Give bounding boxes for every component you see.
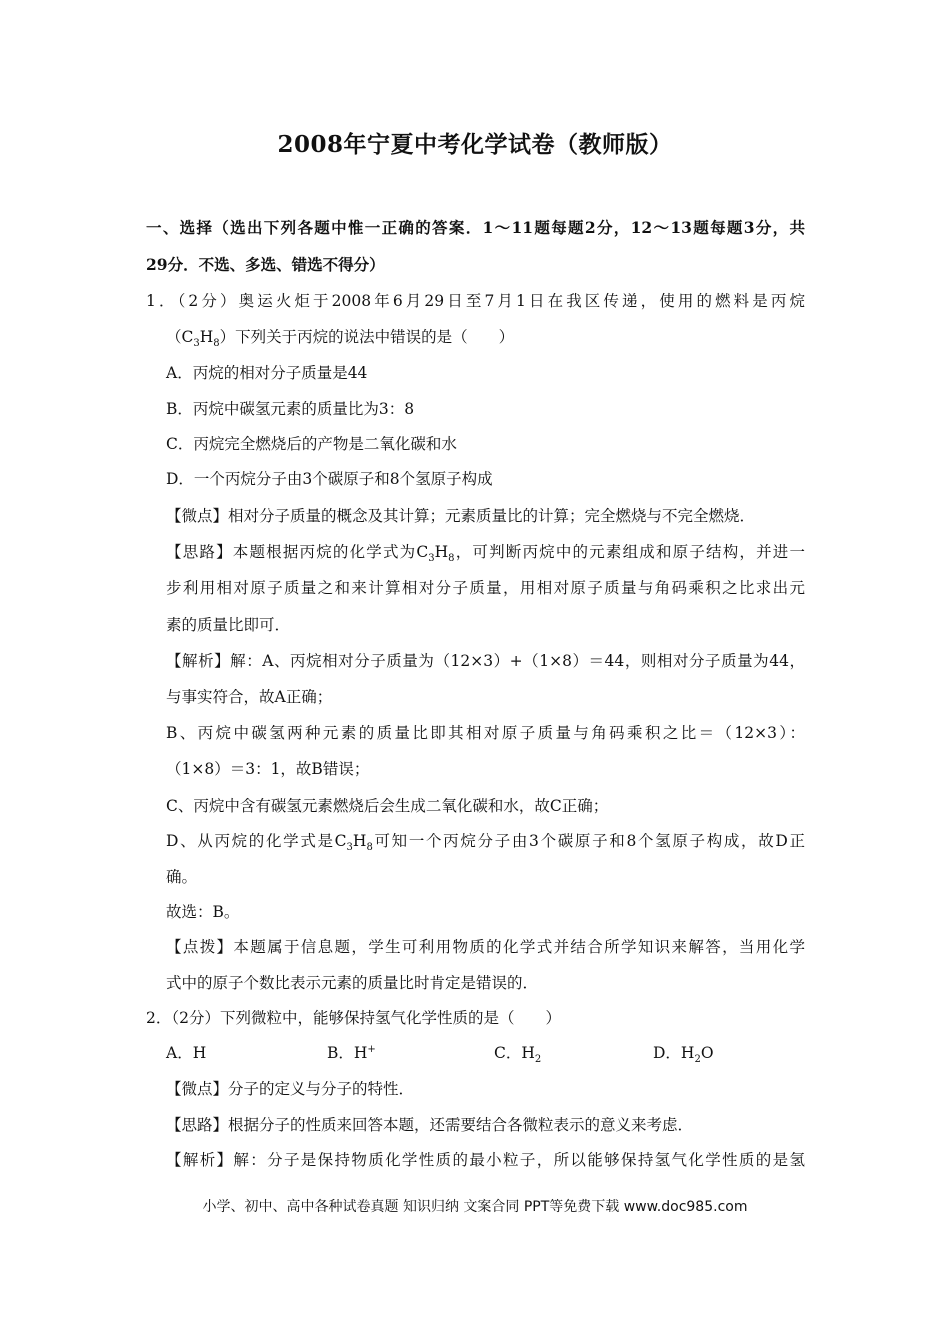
- q2-stem: 2．（2分）下列微粒中，能够保持氢气化学性质的是（ ）: [146, 1009, 561, 1027]
- q1-option-c: C．丙烷完全燃烧后的产物是二氧化碳和水: [166, 435, 457, 453]
- q1-option-b: B．丙烷中碳氢元素的质量比为3：8: [166, 400, 415, 418]
- q2-silu: 【思路】根据分子的性质来回答本题，还需要结合各微粒表示的意义来考虑．: [166, 1116, 694, 1134]
- q1-silu-line3: 素的质量比即可．: [166, 616, 291, 634]
- q1-jiexi-line1: 【解析】解：A、丙烷相对分子质量为（12×3）+（1×8）＝44，则相对分子质量为44，: [166, 652, 805, 670]
- q1-jiexi-line3: B、丙烷中碳氢两种元素的质量比即其相对原子质量与角码乘积之比＝（12×3）：: [166, 724, 805, 742]
- q2-option-c: C．$H_2$: [494, 1044, 542, 1066]
- q2-weidian: 【微点】分子的定义与分子的特性．: [166, 1080, 415, 1098]
- q1-answer: 故选：B。: [166, 903, 240, 921]
- q2-option-d: D．$H_2O$: [653, 1044, 714, 1066]
- q1-silu-line1: 【思路】本题根据丙烷的化学式为$C_3H_8$，可判断丙烷中的元素组成和原子结构，并进一: [166, 543, 805, 565]
- q1-stem-line2: $(C_3H_8)$下列关于丙烷的说法中错误的是（ ）: [166, 328, 515, 350]
- q1-weidian: 【微点】相对分子质量的概念及其计算；元素质量比的计算；完全燃烧与不完全燃烧．: [166, 507, 756, 525]
- q1-stem-line1: 1．（2分）奥运火炬于2008年6月29日至7月1日在我区传递，使用的燃料是丙烷: [146, 292, 805, 310]
- section-heading-line1: 一、选择（选出下列各题中惟一正确的答案．1～11题每题2分，12～13题每题3分，共: [146, 218, 805, 237]
- q1-jiexi-line6: D、从丙烷的化学式是$C_3H_8$可知一个丙烷分子由3个碳原子和8个氢原子构成，故D正: [166, 832, 805, 854]
- q2-option-b: B．H+: [327, 1043, 376, 1062]
- q1-jiexi-line4: （1×8）＝3：1，故B错误；: [166, 760, 370, 778]
- section-heading-line2: 29分．不选、多选、错选不得分）: [146, 255, 385, 274]
- q1-dianbo-line1: 【点拨】本题属于信息题，学生可利用物质的化学式并结合所学知识来解答，当用化学: [166, 938, 805, 956]
- q1-option-a: A．丙烷的相对分子质量是44: [166, 364, 368, 382]
- q1-jiexi-line5: C、丙烷中含有碳氢元素燃烧后会生成二氧化碳和水，故C正确；: [166, 797, 609, 815]
- q2-option-a: A．H: [166, 1044, 207, 1062]
- q1-dianbo-line2: 式中的原子个数比表示元素的质量比时肯定是错误的．: [166, 974, 539, 992]
- q2-jiexi-line1: 【解析】解：分子是保持物质化学性质的最小粒子，所以能够保持氢气化学性质的是氢: [166, 1151, 805, 1169]
- q1-jiexi-line7: 确。: [166, 868, 198, 886]
- page-title: 2008年宁夏中考化学试卷（教师版）: [277, 131, 673, 158]
- q1-jiexi-line2: 与事实符合，故A正确；: [166, 688, 333, 706]
- q1-silu-line2: 步利用相对原子质量之和来计算相对分子质量，用相对原子质量与角码乘积之比求出元: [166, 579, 805, 597]
- page-footer: 小学、初中、高中各种试卷真题 知识归纳 文案合同 PPT等免费下载 www.doc985.com: [202, 1199, 748, 1215]
- q1-option-d: D．一个丙烷分子由3个碳原子和8个氢原子构成: [166, 470, 493, 488]
